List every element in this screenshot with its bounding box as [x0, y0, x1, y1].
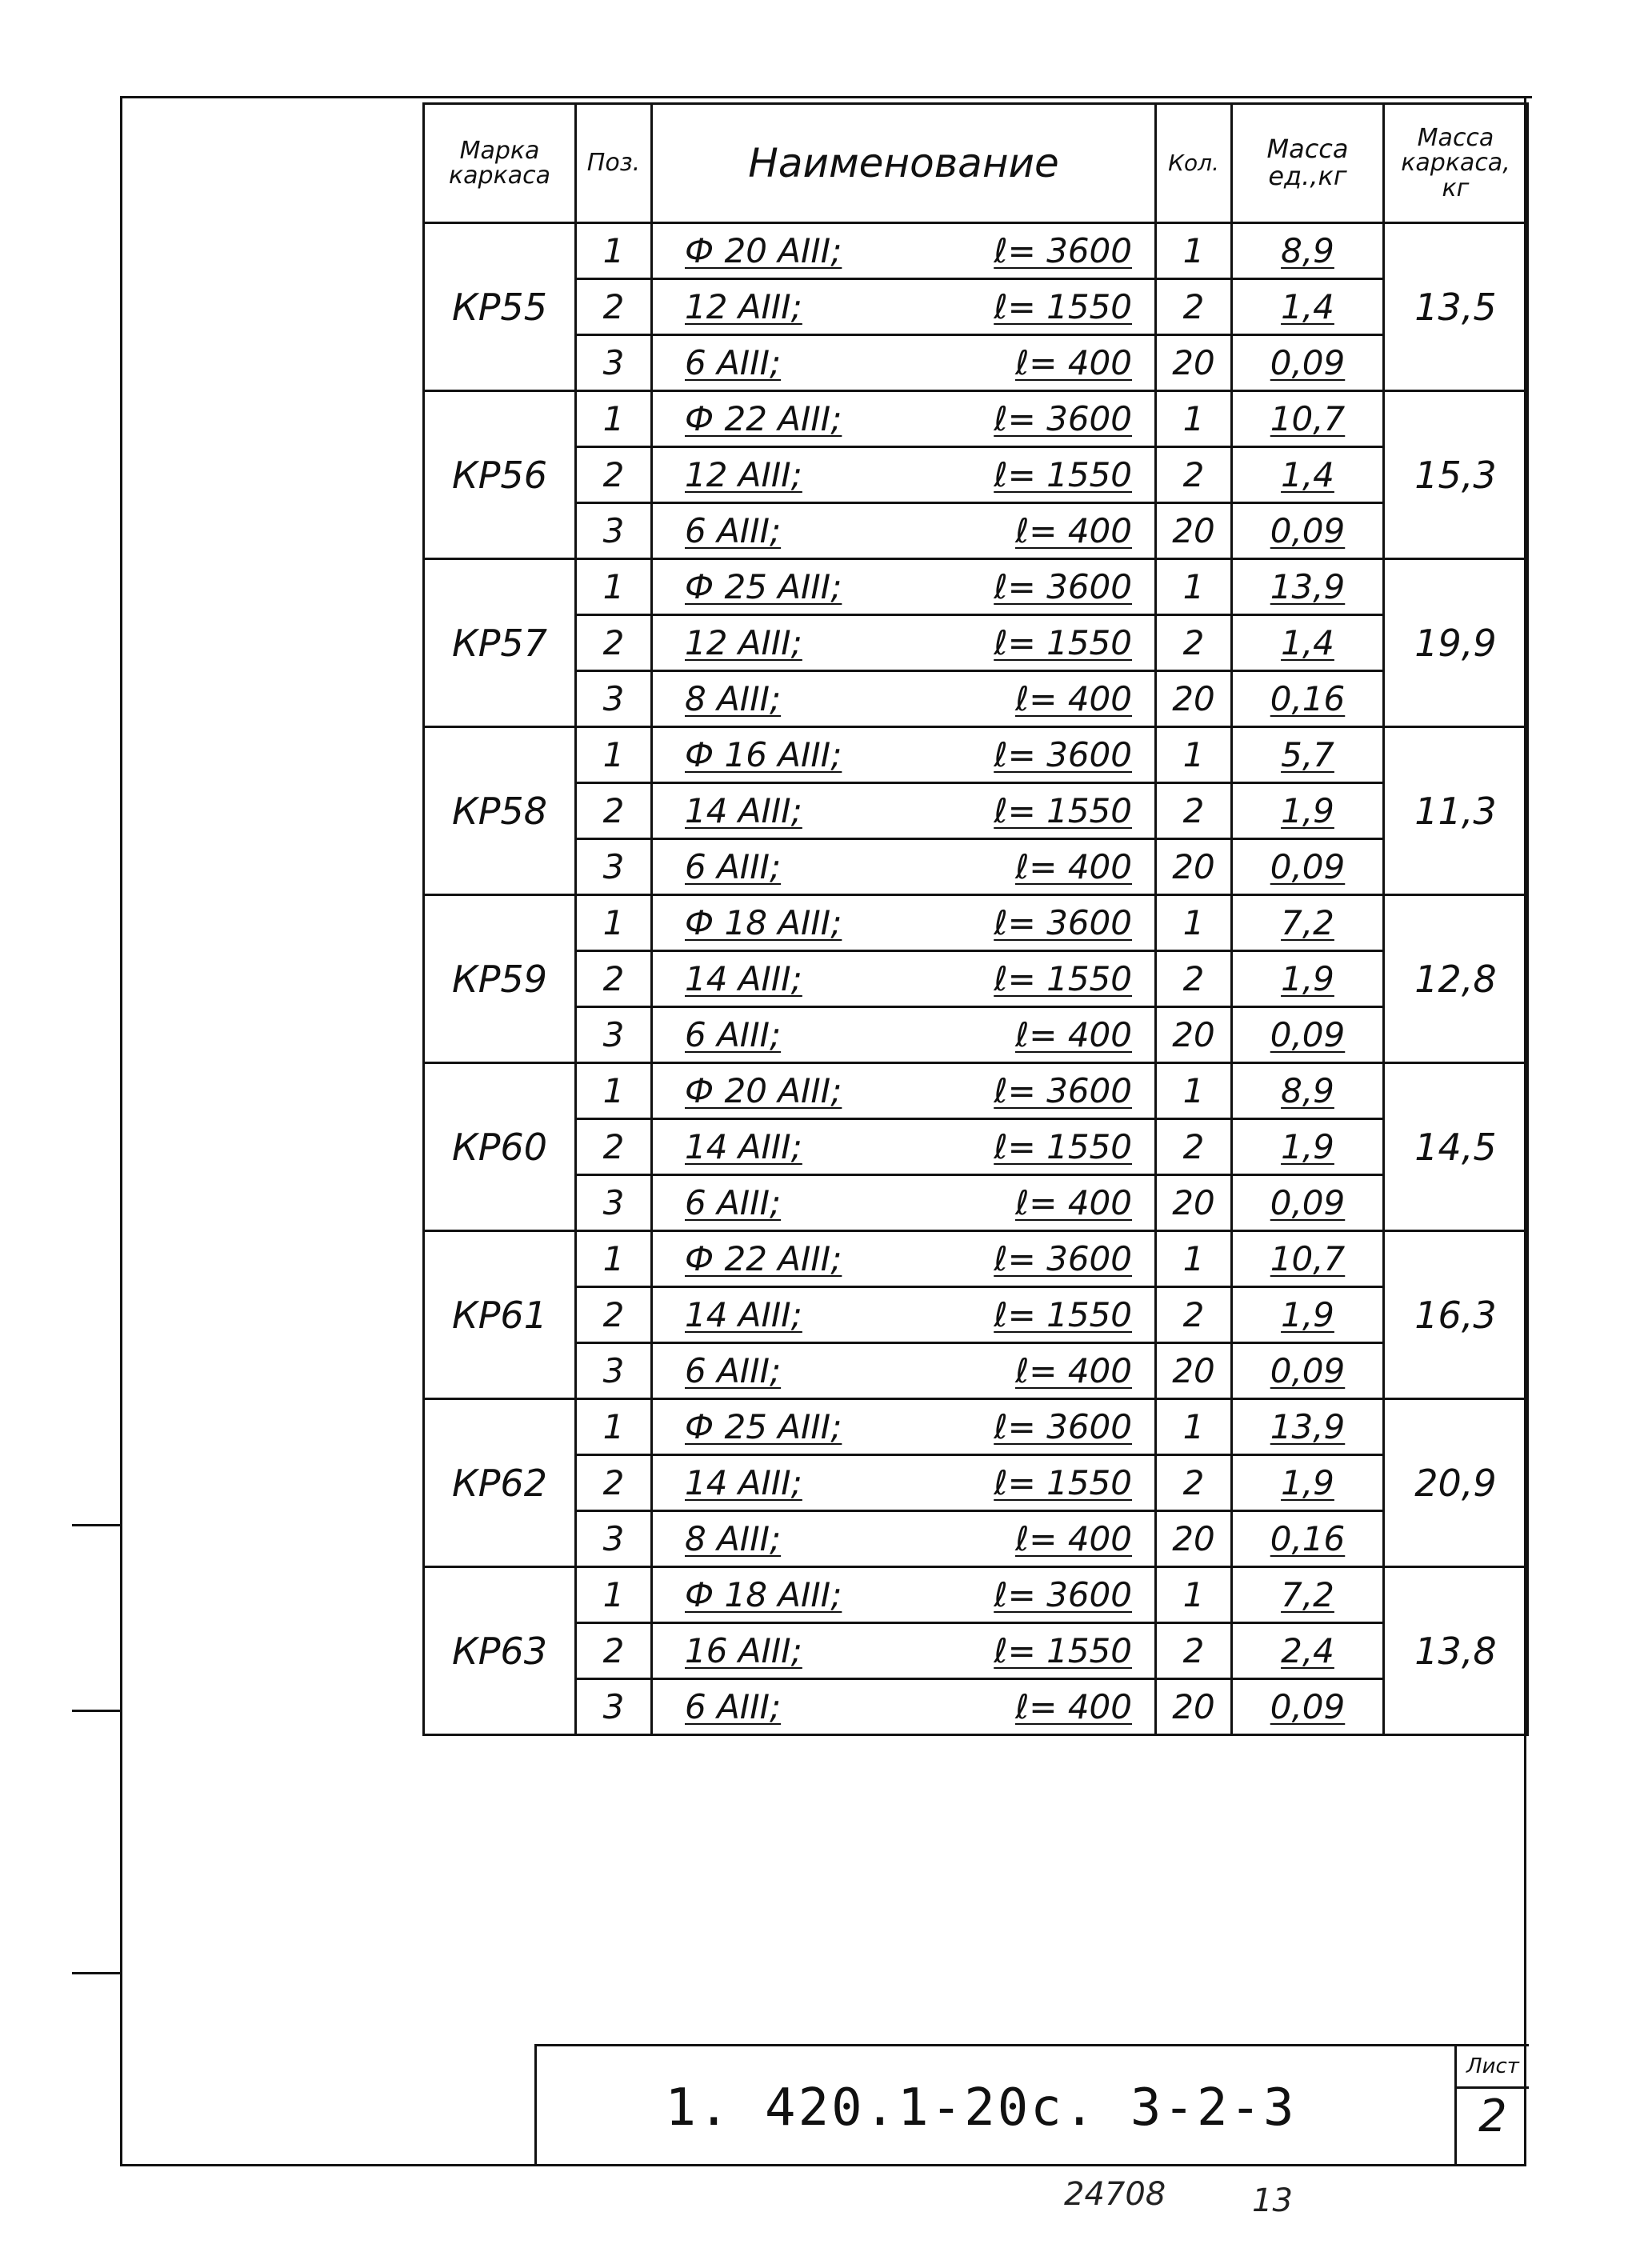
bar-length: ℓ= 400: [1014, 679, 1132, 718]
quantity-cell: 20: [1156, 1511, 1232, 1567]
frame-mass-cell: 12,8: [1384, 895, 1528, 1063]
position-cell: 2: [576, 447, 652, 503]
frame-mass-cell: 15,3: [1384, 391, 1528, 559]
bar-designation: 8 АIII;: [685, 679, 782, 718]
position-cell: 1: [576, 1567, 652, 1623]
quantity-cell: 20: [1156, 1175, 1232, 1231]
position-cell: 1: [576, 1399, 652, 1455]
unit-mass-cell: [1232, 1063, 1384, 1119]
quantity-cell: 1: [1156, 1399, 1232, 1455]
frame-top-border: [120, 96, 1532, 98]
position-cell: 2: [576, 1287, 652, 1343]
frame-mark-cell: КР62: [424, 1399, 576, 1567]
binding-tick-mark: [72, 1710, 120, 1712]
name-cell: [652, 615, 1156, 671]
table-row: [424, 839, 1528, 895]
header-quantity: Кол.: [1156, 104, 1232, 223]
quantity-cell: 2: [1156, 1623, 1232, 1679]
quantity-cell: 20: [1156, 335, 1232, 391]
document-code: 1. 420.1-20с. 3-2-3: [665, 2078, 1297, 2138]
unit-mass-value: 0,09: [1270, 343, 1346, 382]
bar-length: ℓ= 1550: [994, 623, 1132, 662]
name-cell: [652, 1287, 1156, 1343]
position-cell: 2: [576, 783, 652, 839]
unit-mass-value: 1,4: [1281, 287, 1334, 326]
bar-designation: Ф 18 АIII;: [685, 903, 842, 942]
quantity-cell: 2: [1156, 447, 1232, 503]
unit-mass-cell: [1232, 1623, 1384, 1679]
name-cell: [652, 1175, 1156, 1231]
table-row: [424, 951, 1528, 1007]
unit-mass-value: 1,9: [1281, 1463, 1334, 1502]
table-row: [424, 1231, 1528, 1287]
frame-mass-cell: 13,8: [1384, 1567, 1528, 1735]
sheet-label: Лист: [1457, 2046, 1529, 2089]
position-cell: 1: [576, 895, 652, 951]
name-cell: [652, 503, 1156, 559]
position-cell: 3: [576, 503, 652, 559]
position-cell: 1: [576, 559, 652, 615]
unit-mass-cell: [1232, 447, 1384, 503]
quantity-cell: 2: [1156, 1455, 1232, 1511]
table-row: [424, 1455, 1528, 1511]
unit-mass-cell: [1232, 1679, 1384, 1735]
quantity-cell: 20: [1156, 839, 1232, 895]
position-cell: 2: [576, 279, 652, 335]
unit-mass-value: 0,09: [1270, 847, 1346, 886]
title-block: [534, 2044, 1529, 2166]
unit-mass-value: 2,4: [1281, 1631, 1334, 1670]
table-row: [424, 1119, 1528, 1175]
frame-mark-cell: КР58: [424, 727, 576, 895]
unit-mass-cell: [1232, 559, 1384, 615]
bar-designation: Ф 20 АIII;: [685, 231, 842, 270]
name-cell: [652, 1063, 1156, 1119]
bar-designation: 6 АIII;: [685, 1687, 782, 1726]
bar-designation: 6 АIII;: [685, 847, 782, 886]
unit-mass-value: 1,9: [1281, 1295, 1334, 1334]
quantity-cell: 20: [1156, 1007, 1232, 1063]
unit-mass-value: 7,2: [1281, 903, 1334, 942]
bar-length: ℓ= 3600: [994, 1407, 1132, 1446]
quantity-cell: 2: [1156, 1287, 1232, 1343]
position-cell: 1: [576, 1231, 652, 1287]
quantity-cell: 2: [1156, 1119, 1232, 1175]
frame-mass-cell: 14,5: [1384, 1063, 1528, 1231]
frame-mark-cell: КР56: [424, 391, 576, 559]
unit-mass-cell: [1232, 671, 1384, 727]
position-cell: 3: [576, 335, 652, 391]
binding-tick-mark: [72, 1972, 120, 1974]
unit-mass-value: 1,9: [1281, 1127, 1334, 1166]
quantity-cell: 1: [1156, 1063, 1232, 1119]
table-row: [424, 335, 1528, 391]
bar-designation: 14 АIII;: [685, 959, 802, 998]
quantity-cell: 1: [1156, 559, 1232, 615]
unit-mass-cell: [1232, 1231, 1384, 1287]
name-cell: [652, 1231, 1156, 1287]
name-cell: [652, 1679, 1156, 1735]
header-name: Наименование: [652, 104, 1156, 223]
table-row: [424, 1175, 1528, 1231]
table-row: [424, 727, 1528, 783]
table-row: [424, 1343, 1528, 1399]
quantity-cell: 2: [1156, 615, 1232, 671]
name-cell: [652, 895, 1156, 951]
frame-mass-cell: 19,9: [1384, 559, 1528, 727]
unit-mass-value: 10,7: [1270, 399, 1346, 438]
unit-mass-value: 0,09: [1270, 1183, 1346, 1222]
unit-mass-value: 0,16: [1270, 1519, 1346, 1558]
bar-length: ℓ= 3600: [994, 567, 1132, 606]
quantity-cell: 1: [1156, 223, 1232, 279]
bar-length: ℓ= 1550: [994, 1463, 1132, 1502]
unit-mass-cell: [1232, 391, 1384, 447]
name-cell: [652, 223, 1156, 279]
bar-length: ℓ= 3600: [994, 399, 1132, 438]
name-cell: [652, 1343, 1156, 1399]
table-row: [424, 1063, 1528, 1119]
unit-mass-value: 0,09: [1270, 1687, 1346, 1726]
table-row: [424, 1623, 1528, 1679]
name-cell: [652, 559, 1156, 615]
quantity-cell: 1: [1156, 1231, 1232, 1287]
table-row: [424, 391, 1528, 447]
name-cell: [652, 1007, 1156, 1063]
position-cell: 3: [576, 1175, 652, 1231]
bar-designation: 14 АIII;: [685, 1463, 802, 1502]
bar-designation: Ф 22 АIII;: [685, 399, 842, 438]
position-cell: 2: [576, 615, 652, 671]
position-cell: 2: [576, 1119, 652, 1175]
name-cell: [652, 951, 1156, 1007]
bar-designation: 12 АIII;: [685, 287, 802, 326]
unit-mass-cell: [1232, 223, 1384, 279]
unit-mass-cell: [1232, 1399, 1384, 1455]
unit-mass-value: 8,9: [1281, 1071, 1334, 1110]
quantity-cell: 1: [1156, 391, 1232, 447]
quantity-cell: 1: [1156, 727, 1232, 783]
table-row: [424, 895, 1528, 951]
position-cell: 2: [576, 951, 652, 1007]
page-number: 13: [1252, 2182, 1293, 2219]
name-cell: [652, 1623, 1156, 1679]
name-cell: [652, 447, 1156, 503]
position-cell: 3: [576, 1679, 652, 1735]
table-row: [424, 447, 1528, 503]
unit-mass-value: 0,09: [1270, 511, 1346, 550]
frame-mark-cell: КР59: [424, 895, 576, 1063]
position-cell: 2: [576, 1623, 652, 1679]
bar-length: ℓ= 3600: [994, 903, 1132, 942]
unit-mass-cell: [1232, 1007, 1384, 1063]
bar-designation: Ф 22 АIII;: [685, 1239, 842, 1278]
frame-mark-cell: КР55: [424, 223, 576, 391]
bar-length: ℓ= 1550: [994, 1127, 1132, 1166]
bar-designation: Ф 16 АIII;: [685, 735, 842, 774]
bar-designation: 8 АIII;: [685, 1519, 782, 1558]
table-row: [424, 1567, 1528, 1623]
bar-designation: 6 АIII;: [685, 1183, 782, 1222]
frame-mass-cell: 16,3: [1384, 1231, 1528, 1399]
unit-mass-value: 7,2: [1281, 1575, 1334, 1614]
bar-length: ℓ= 400: [1014, 1351, 1132, 1390]
quantity-cell: 2: [1156, 951, 1232, 1007]
unit-mass-cell: [1232, 1343, 1384, 1399]
frame-mark-cell: КР60: [424, 1063, 576, 1231]
unit-mass-value: 0,09: [1270, 1351, 1346, 1390]
bar-designation: 14 АIII;: [685, 1295, 802, 1334]
table-row: [424, 615, 1528, 671]
sheet-box: [1454, 2046, 1529, 2166]
table-row: [424, 223, 1528, 279]
bar-length: ℓ= 400: [1014, 1015, 1132, 1054]
bar-length: ℓ= 400: [1014, 511, 1132, 550]
unit-mass-cell: [1232, 727, 1384, 783]
unit-mass-value: 10,7: [1270, 1239, 1346, 1278]
header-frame-mass: Масса каркаса, кг: [1384, 104, 1528, 223]
unit-mass-cell: [1232, 1511, 1384, 1567]
bar-length: ℓ= 400: [1014, 1183, 1132, 1222]
frame-mark-cell: КР61: [424, 1231, 576, 1399]
bar-length: ℓ= 1550: [994, 1631, 1132, 1670]
bar-length: ℓ= 3600: [994, 735, 1132, 774]
unit-mass-value: 13,9: [1270, 1407, 1346, 1446]
table-row: [424, 1679, 1528, 1735]
unit-mass-value: 0,16: [1270, 679, 1346, 718]
bar-length: ℓ= 3600: [994, 1575, 1132, 1614]
bar-designation: Ф 18 АIII;: [685, 1575, 842, 1614]
archive-number: 24708: [1064, 2176, 1166, 2213]
position-cell: 3: [576, 1511, 652, 1567]
position-cell: 1: [576, 223, 652, 279]
name-cell: [652, 727, 1156, 783]
name-cell: [652, 1455, 1156, 1511]
bar-designation: Ф 25 АIII;: [685, 567, 842, 606]
position-cell: 3: [576, 1007, 652, 1063]
name-cell: [652, 391, 1156, 447]
unit-mass-cell: [1232, 335, 1384, 391]
unit-mass-cell: [1232, 1567, 1384, 1623]
bar-length: ℓ= 3600: [994, 1071, 1132, 1110]
unit-mass-cell: [1232, 503, 1384, 559]
unit-mass-cell: [1232, 895, 1384, 951]
unit-mass-cell: [1232, 951, 1384, 1007]
position-cell: 3: [576, 839, 652, 895]
table-header-row: [424, 104, 1528, 223]
reinforcement-specification-table: [422, 102, 1529, 1736]
unit-mass-value: 13,9: [1270, 567, 1346, 606]
table-body: [424, 223, 1528, 1735]
bar-designation: Ф 20 АIII;: [685, 1071, 842, 1110]
quantity-cell: 2: [1156, 783, 1232, 839]
frame-mark-cell: КР57: [424, 559, 576, 727]
unit-mass-cell: [1232, 615, 1384, 671]
quantity-cell: 1: [1156, 895, 1232, 951]
header-mark: Марка каркаса: [424, 104, 576, 223]
table-row: [424, 671, 1528, 727]
bar-designation: 6 АIII;: [685, 1015, 782, 1054]
unit-mass-value: 1,9: [1281, 959, 1334, 998]
frame-mass-cell: 20,9: [1384, 1399, 1528, 1567]
table-row: [424, 503, 1528, 559]
name-cell: [652, 839, 1156, 895]
table-row: [424, 279, 1528, 335]
name-cell: [652, 1567, 1156, 1623]
quantity-cell: 20: [1156, 503, 1232, 559]
position-cell: 1: [576, 1063, 652, 1119]
name-cell: [652, 671, 1156, 727]
quantity-cell: 20: [1156, 1343, 1232, 1399]
position-cell: 1: [576, 727, 652, 783]
bar-designation: 14 АIII;: [685, 791, 802, 830]
table-row: [424, 1511, 1528, 1567]
unit-mass-cell: [1232, 839, 1384, 895]
sheet-number: 2: [1478, 2090, 1507, 2142]
table-row: [424, 1007, 1528, 1063]
frame-mass-cell: 13,5: [1384, 223, 1528, 391]
name-cell: [652, 783, 1156, 839]
quantity-cell: 1: [1156, 1567, 1232, 1623]
bar-length: ℓ= 400: [1014, 1687, 1132, 1726]
name-cell: [652, 335, 1156, 391]
name-cell: [652, 1511, 1156, 1567]
table-row: [424, 783, 1528, 839]
bar-designation: 16 АIII;: [685, 1631, 802, 1670]
bar-length: ℓ= 1550: [994, 287, 1132, 326]
bar-length: ℓ= 1550: [994, 791, 1132, 830]
name-cell: [652, 1399, 1156, 1455]
bar-designation: 6 АIII;: [685, 1351, 782, 1390]
bar-designation: 14 АIII;: [685, 1127, 802, 1166]
bar-designation: 12 АIII;: [685, 455, 802, 494]
bar-length: ℓ= 400: [1014, 847, 1132, 886]
position-cell: 3: [576, 1343, 652, 1399]
quantity-cell: 20: [1156, 1679, 1232, 1735]
unit-mass-value: 1,9: [1281, 791, 1334, 830]
quantity-cell: 20: [1156, 671, 1232, 727]
position-cell: 3: [576, 671, 652, 727]
unit-mass-cell: [1232, 1455, 1384, 1511]
quantity-cell: 2: [1156, 279, 1232, 335]
bar-designation: Ф 25 АIII;: [685, 1407, 842, 1446]
header-position: Поз.: [576, 104, 652, 223]
frame-left-border: [120, 96, 122, 2166]
unit-mass-cell: [1232, 279, 1384, 335]
frame-mark-cell: КР63: [424, 1567, 576, 1735]
unit-mass-value: 1,4: [1281, 455, 1334, 494]
bar-designation: 6 АIII;: [685, 343, 782, 382]
header-unit-mass: Масса ед.,кг: [1232, 104, 1384, 223]
binding-tick-mark: [72, 1524, 120, 1526]
unit-mass-cell: [1232, 783, 1384, 839]
table-row: [424, 559, 1528, 615]
unit-mass-cell: [1232, 1175, 1384, 1231]
bar-length: ℓ= 400: [1014, 1519, 1132, 1558]
unit-mass-value: 8,9: [1281, 231, 1334, 270]
frame-mass-cell: 11,3: [1384, 727, 1528, 895]
name-cell: [652, 279, 1156, 335]
unit-mass-value: 1,4: [1281, 623, 1334, 662]
bar-length: ℓ= 400: [1014, 343, 1132, 382]
unit-mass-value: 0,09: [1270, 1015, 1346, 1054]
bar-length: ℓ= 1550: [994, 455, 1132, 494]
bar-length: ℓ= 1550: [994, 1295, 1132, 1334]
unit-mass-cell: [1232, 1287, 1384, 1343]
bar-length: ℓ= 3600: [994, 231, 1132, 270]
bar-length: ℓ= 3600: [994, 1239, 1132, 1278]
table-row: [424, 1399, 1528, 1455]
position-cell: 1: [576, 391, 652, 447]
bar-length: ℓ= 1550: [994, 959, 1132, 998]
unit-mass-value: 5,7: [1281, 735, 1334, 774]
name-cell: [652, 1119, 1156, 1175]
position-cell: 2: [576, 1455, 652, 1511]
table-row: [424, 1287, 1528, 1343]
bar-designation: 6 АIII;: [685, 511, 782, 550]
unit-mass-cell: [1232, 1119, 1384, 1175]
bar-designation: 12 АIII;: [685, 623, 802, 662]
